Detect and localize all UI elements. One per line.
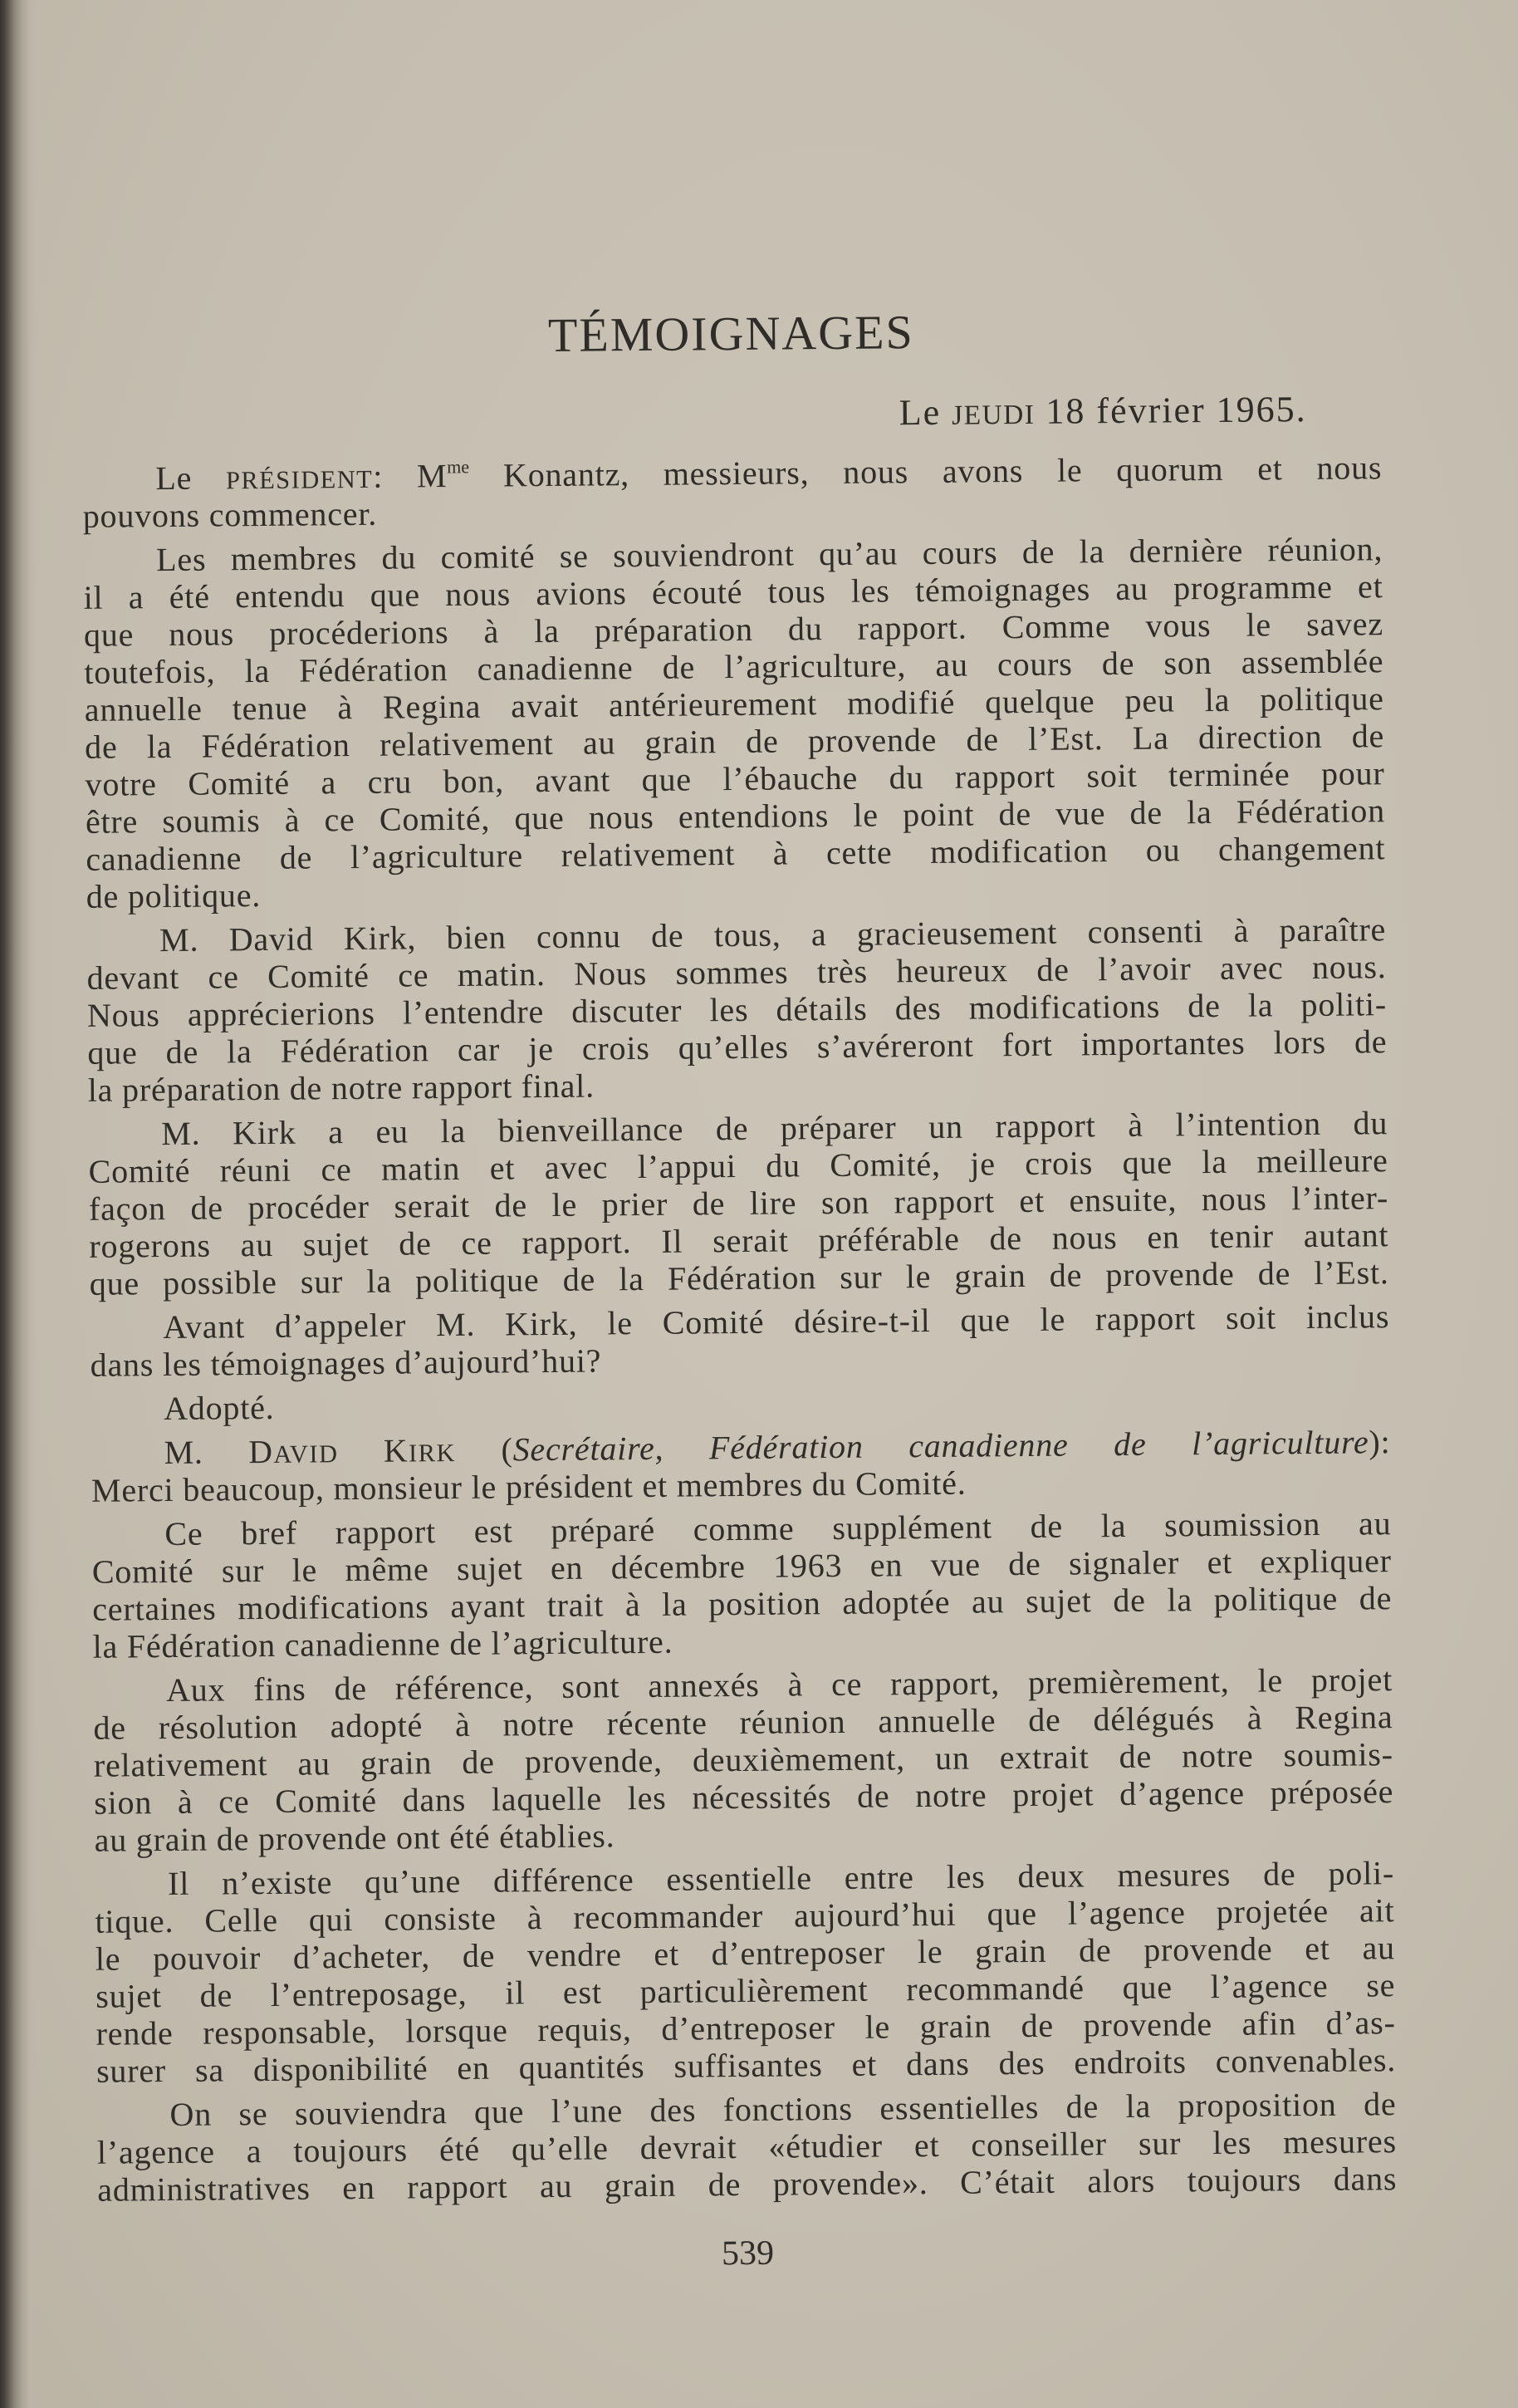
speaker-colon: : bbox=[373, 457, 384, 495]
speaker-prefix: M. bbox=[164, 1433, 203, 1472]
speaker-first-name: DAVID bbox=[248, 1433, 339, 1471]
text-line: dans les témoignages d’aujourd’hui? bbox=[90, 1341, 602, 1384]
paragraph bbox=[96, 2085, 1397, 2209]
text-line: l’agence a toujours été qu’elle devrait «étudier et conseiller sur les mesures bbox=[96, 2122, 1398, 2171]
text-line: devant ce Comité ce matin. Nous sommes très heureux de l’avoir avec nous. bbox=[86, 948, 1387, 997]
text-line: Comité sur le même sujet en décembre 1963 en vue de signaler et expliquer bbox=[91, 1542, 1392, 1591]
paragraph bbox=[82, 449, 1383, 535]
text-line: Merci beaucoup, monsieur le président et membres du Comité. bbox=[91, 1464, 967, 1509]
paragraph bbox=[91, 1423, 1391, 1509]
text-line: il a été entendu que nous avions écouté tous les témoignages au programme et bbox=[83, 567, 1383, 616]
text-line: administratives en rapport au grain de provende». C’était alors toujours dans bbox=[97, 2160, 1398, 2209]
text-line: le pouvoir d’acheter, de vendre et d’entreposer le grain de provende et au bbox=[95, 1929, 1396, 1978]
open-parenthesis: ( bbox=[501, 1430, 513, 1469]
text-line: On se souviendra que l’une des fonctions essentielles de la proposition de bbox=[169, 2085, 1397, 2134]
page-title: TÉMOIGNAGES bbox=[547, 305, 915, 362]
text-line: rende responsable, lorsque requis, d’entreposer le grain de provende afin d’as- bbox=[95, 2003, 1396, 2052]
text-line: sion à ce Comité dans laquelle les nécessités de notre projet d’agence préposée bbox=[94, 1773, 1394, 1822]
text-line: au grain de provende ont été établies. bbox=[94, 1817, 615, 1859]
text-line: pouvons commencer. bbox=[82, 494, 378, 535]
text-line: Ce bref rapport est préparé comme supplément de la soumission au bbox=[164, 1504, 1392, 1553]
text-line: la préparation de notre rapport final. bbox=[87, 1067, 595, 1109]
text-line: de la Fédération relativement au grain de provende de l’Est. La direction de bbox=[84, 717, 1385, 766]
date-line bbox=[899, 389, 1306, 437]
speaker-role: Secrétaire, Fédération canadienne de l’agriculture bbox=[512, 1423, 1369, 1469]
text-line: façon de procéder serait de le prier de lire son rapport et ensuite, nous l’inter- bbox=[88, 1179, 1389, 1228]
date-article: Le bbox=[899, 391, 942, 434]
paragraph bbox=[91, 1504, 1393, 1665]
paragraph bbox=[91, 1379, 1390, 1428]
text-line: être soumis à ce Comité, que nous entendions le point de vue de la Fédération bbox=[85, 792, 1386, 841]
text-line: toutefois, la Fédération canadienne de l’agriculture, au cours de son assemblée bbox=[84, 642, 1384, 691]
word-le: Le bbox=[155, 459, 193, 498]
paragraph bbox=[88, 1104, 1389, 1302]
text-line: M. David Kirk, bien connu de tous, a gracieusement consenti à paraître bbox=[159, 910, 1387, 959]
text-line: Nous apprécierions l’entendre discuter les détails des modifications de la politi- bbox=[86, 985, 1388, 1034]
text-line: Comité réuni ce matin et avec l’appui du Comité, je crois que la meilleure bbox=[88, 1141, 1388, 1190]
date-weekday: JEUDI bbox=[951, 399, 1036, 431]
text-line: Aux fins de référence, sont annexés à ce rapport, premièrement, le projet bbox=[165, 1660, 1393, 1709]
text-line: sujet de l’entreposage, il est particulièrement recommandé que l’agence se bbox=[95, 1966, 1396, 2015]
text-line: Adopté. bbox=[163, 1388, 275, 1428]
speaker-label: PRÉSIDENT bbox=[225, 464, 374, 495]
paragraph bbox=[90, 1297, 1390, 1384]
speaker-last-name: KIRK bbox=[383, 1432, 457, 1469]
text-line: rogerons au sujet de ce rapport. Il serait préférable de nous en tenir autant bbox=[89, 1216, 1389, 1265]
binding-shadow bbox=[0, 0, 37, 2408]
opening-remark: Konantz, messieurs, nous avons le quorum et nous bbox=[502, 449, 1383, 494]
text-line: que nous procéderions à la préparation du rapport. Comme vous le savez bbox=[83, 605, 1384, 654]
text-line: annuelle tenue à Regina avait antérieurement modifié quelque peu la politique bbox=[84, 679, 1384, 728]
text-line: relativement au grain de provende, deuxièmement, un extrait de notre soumis- bbox=[93, 1735, 1393, 1784]
text-line: Avant d’appeler M. Kirk, le Comité désire-t-il que le rapport soit inclus bbox=[163, 1297, 1390, 1346]
text-line: surer sa disponibilité en quantités suffisantes et dans des endroits convenables. bbox=[95, 2041, 1397, 2090]
honorific-base: M bbox=[416, 457, 448, 495]
text-line: la Fédération canadienne de l’agriculture. bbox=[92, 1622, 673, 1665]
text-line: de résolution adopté à notre récente réunion annuelle de délégués à Regina bbox=[93, 1698, 1393, 1747]
date-value: 18 février 1965. bbox=[1045, 388, 1307, 432]
text-line: de politique. bbox=[86, 876, 262, 915]
document-page bbox=[71, 293, 1408, 2307]
paragraph bbox=[95, 1854, 1396, 2090]
text-line: M. Kirk a eu la bienveillance de préparer un rapport à l’intention du bbox=[161, 1104, 1388, 1153]
text-line: certaines modifications ayant trait à la position adoptée au sujet de la politique de bbox=[92, 1579, 1393, 1628]
honorific bbox=[417, 457, 470, 495]
honorific-superscript: me bbox=[447, 456, 470, 478]
text-line: que possible sur la politique de la Fédération sur le grain de provende de l’Est. bbox=[89, 1253, 1389, 1302]
paragraph bbox=[86, 910, 1388, 1109]
text-line: Il n’existe qu’une différence essentielle entre les deux mesures de poli- bbox=[167, 1854, 1395, 1903]
text-line: tique. Celle qui consiste à recommander aujourd’hui que l’agence projetée ait bbox=[95, 1891, 1395, 1940]
text-line: que de la Fédération car je crois qu’elles s’avéreront fort importantes lors de bbox=[87, 1023, 1388, 1072]
text-line: votre Comité a cru bon, avant que l’ébauche du rapport soit terminée pour bbox=[85, 754, 1385, 803]
text-line: canadienne de l’agriculture relativement à cette modification ou changement bbox=[86, 829, 1386, 878]
text-line: Les membres du comité se souviendront qu’au cours de la dernière réunion, bbox=[155, 530, 1383, 579]
paragraph bbox=[83, 530, 1386, 915]
paragraph bbox=[93, 1660, 1394, 1859]
close-parenthesis: ): bbox=[1369, 1423, 1391, 1461]
body-text bbox=[82, 449, 1397, 2209]
page-number: 539 bbox=[721, 2234, 775, 2273]
